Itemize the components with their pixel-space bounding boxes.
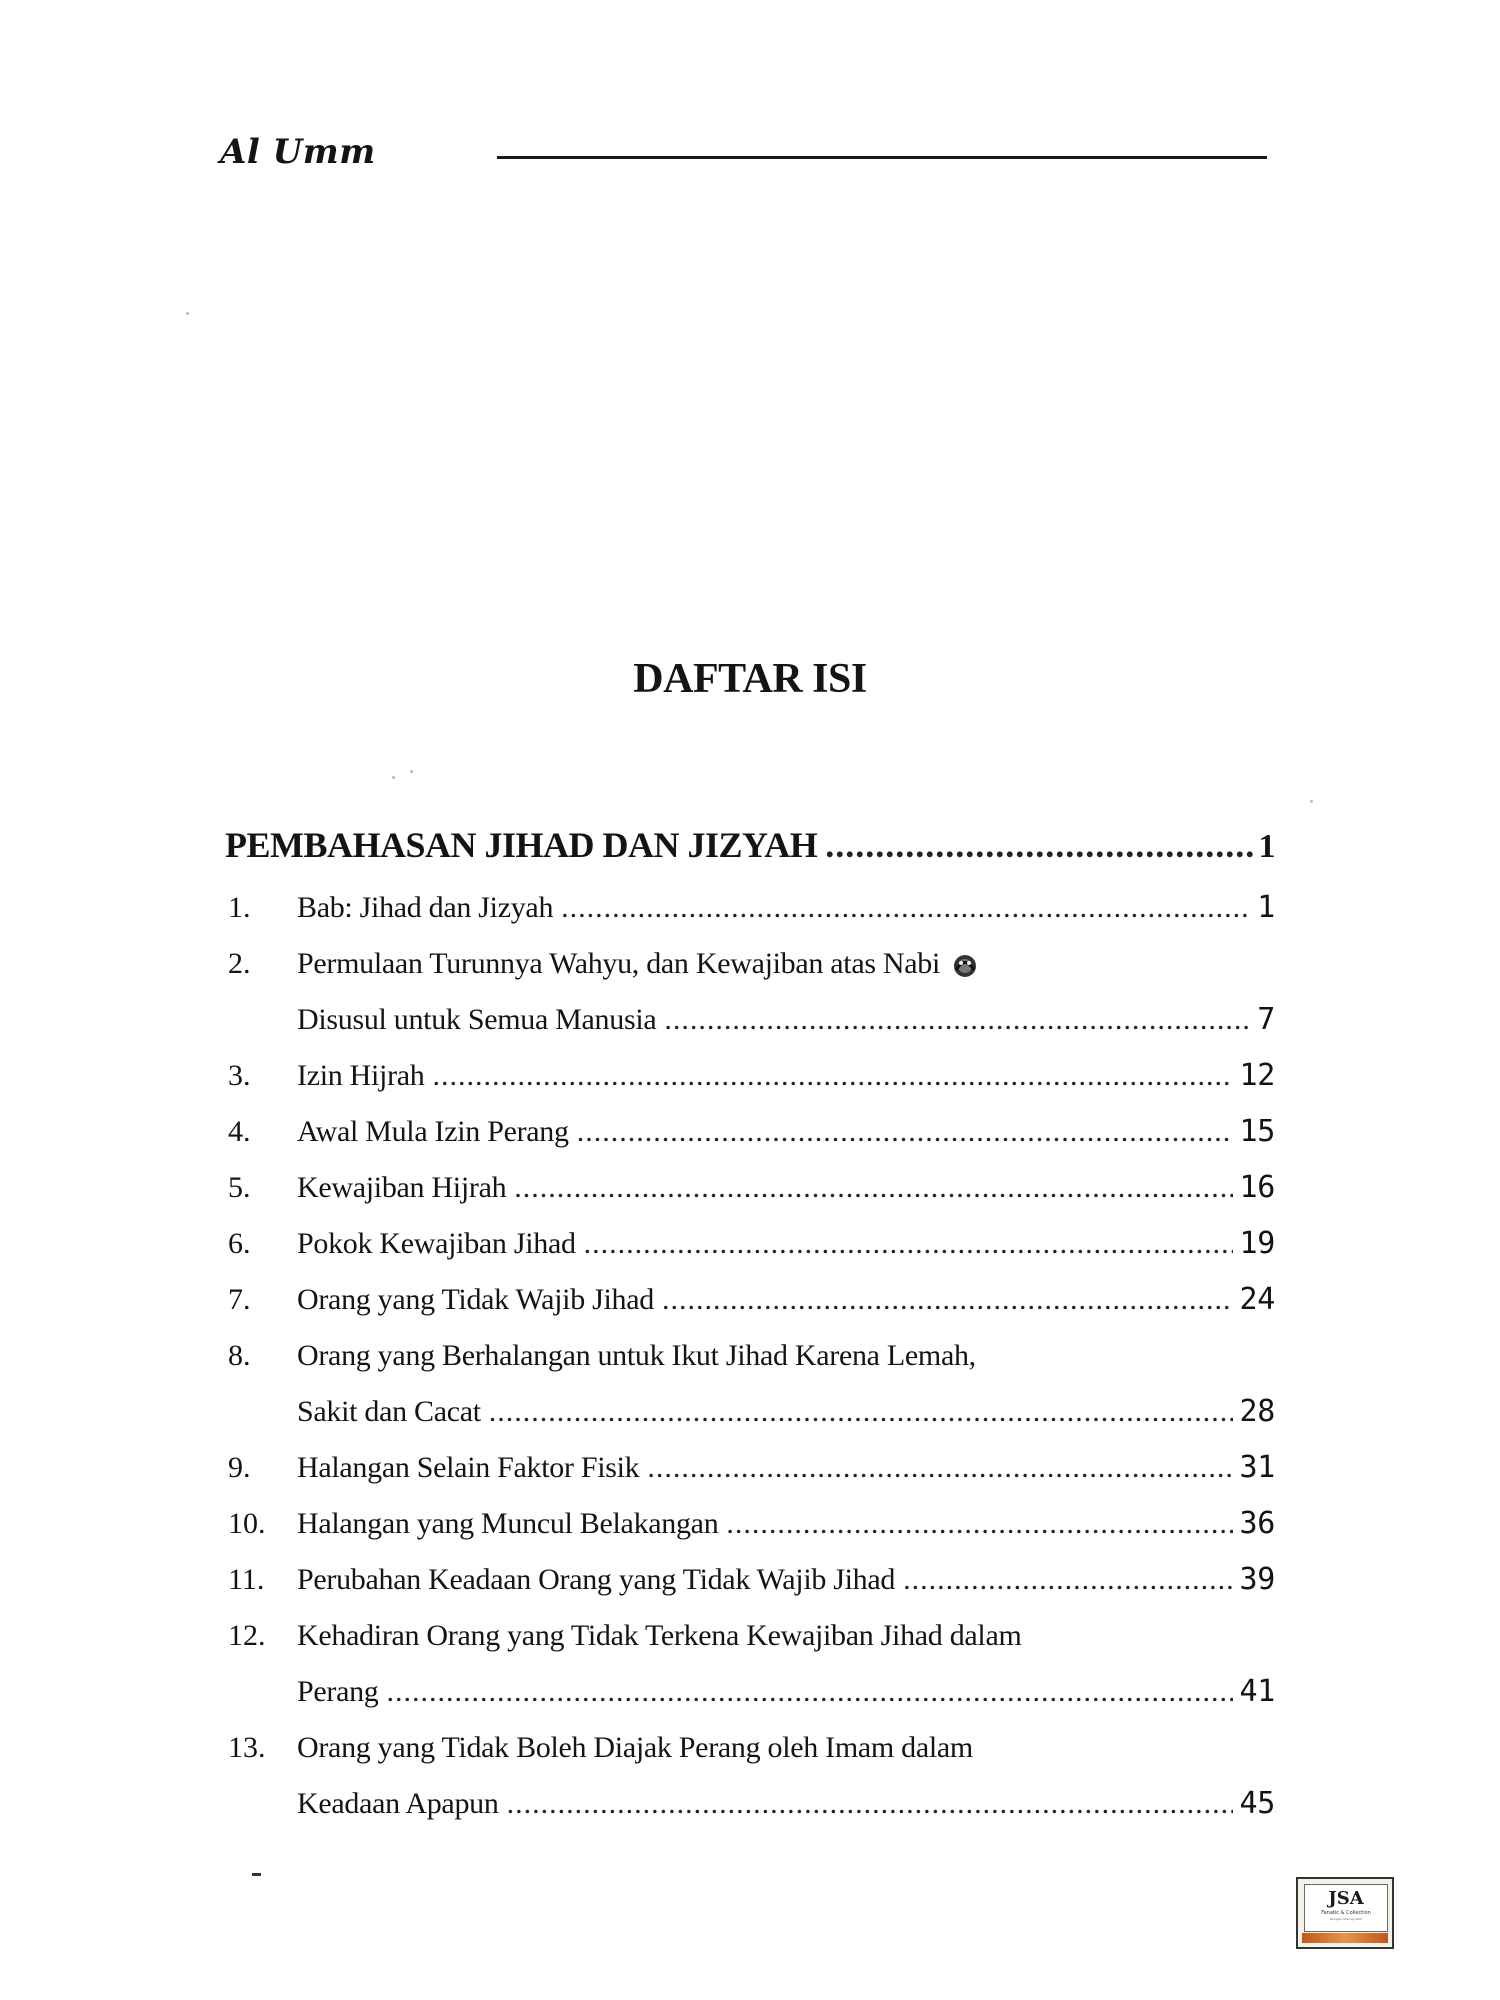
- entry-title: Keadaan Apapun: [297, 1787, 499, 1820]
- toc-section-label: PEMBAHASAN JIHAD DAN JIZYAH: [225, 825, 818, 865]
- toc-entry[interactable]: [297, 1273, 1275, 1317]
- dot-leader: [647, 1451, 1233, 1485]
- scan-mark: [252, 1873, 261, 1876]
- toc-section[interactable]: [225, 822, 1275, 866]
- entry-number: 10.: [228, 1507, 266, 1540]
- entry-number: 7.: [228, 1283, 251, 1316]
- dot-leader: [489, 1395, 1234, 1429]
- dot-leader: [662, 1283, 1234, 1317]
- entry-page: 28: [1239, 1394, 1275, 1429]
- entry-title: Disusul untuk Semua Manusia: [297, 1003, 657, 1036]
- toc-entry[interactable]: [297, 1217, 1275, 1261]
- entry-title: Halangan Selain Faktor Fisik: [297, 1451, 640, 1484]
- entry-title: Orang yang Tidak Wajib Jihad: [297, 1283, 654, 1316]
- toc-entry-line[interactable]: [297, 1329, 976, 1373]
- running-head: Al Umm: [220, 132, 376, 172]
- toc-entry[interactable]: [297, 1049, 1275, 1093]
- entry-title: Kehadiran Orang yang Tidak Terkena Kewajiban Jihad dalam: [297, 1619, 1022, 1652]
- toc-entry[interactable]: [297, 1441, 1275, 1485]
- badge-tagline: Jaringan Sharing Aktif: [1329, 1917, 1363, 1921]
- watermark-badge: [1296, 1877, 1394, 1949]
- entry-page: 1: [1257, 890, 1275, 925]
- scan-speck: [1310, 800, 1313, 803]
- toc-entry[interactable]: [297, 1497, 1275, 1541]
- entry-number: 12.: [228, 1619, 266, 1652]
- toc-entry[interactable]: [297, 881, 1275, 925]
- toc-entry[interactable]: [297, 993, 1275, 1037]
- entry-title: Perang: [297, 1675, 379, 1708]
- entry-number: 9.: [228, 1451, 251, 1484]
- badge-screen: [1304, 1884, 1388, 1932]
- dot-leader: [577, 1115, 1234, 1149]
- entry-number: 13.: [228, 1731, 266, 1764]
- entry-page: 15: [1239, 1114, 1275, 1149]
- dot-leader: [664, 1003, 1251, 1037]
- toc-entry-line[interactable]: [297, 937, 980, 981]
- toc-section-page: 1: [1258, 828, 1275, 865]
- entry-page: 19: [1239, 1226, 1275, 1261]
- toc-entry[interactable]: [297, 1777, 1275, 1821]
- badge-keyboard: [1302, 1933, 1388, 1943]
- entry-page: 36: [1239, 1506, 1275, 1541]
- entry-title: Halangan yang Muncul Belakangan: [297, 1507, 719, 1540]
- entry-title: Izin Hijrah: [297, 1059, 425, 1092]
- entry-title: Sakit dan Cacat: [297, 1395, 481, 1428]
- entry-number: 2.: [228, 947, 251, 980]
- dot-leader: [903, 1563, 1233, 1597]
- entry-page: 41: [1239, 1674, 1275, 1709]
- scan-speck: [392, 776, 395, 779]
- entry-page: 12: [1239, 1058, 1275, 1093]
- toc-entry[interactable]: [297, 1553, 1275, 1597]
- entry-number: 8.: [228, 1339, 251, 1372]
- entry-page: 7: [1257, 1002, 1275, 1037]
- entry-page: 39: [1239, 1562, 1275, 1597]
- entry-title: Awal Mula Izin Perang: [297, 1115, 569, 1148]
- toc-title: DAFTAR ISI: [633, 656, 867, 702]
- entry-number: 3.: [228, 1059, 251, 1092]
- entry-number: 5.: [228, 1171, 251, 1204]
- scan-speck: [410, 770, 413, 773]
- toc-entry[interactable]: [297, 1105, 1275, 1149]
- entry-title: Bab: Jihad dan Jizyah: [297, 891, 554, 924]
- badge-logo: JSA: [1328, 1888, 1364, 1909]
- dot-leader: [825, 824, 1252, 866]
- entry-number: 4.: [228, 1115, 251, 1148]
- toc-entry[interactable]: [297, 1385, 1275, 1429]
- entry-number: 6.: [228, 1227, 251, 1260]
- dot-leader: [514, 1171, 1233, 1205]
- entry-title: Pokok Kewajiban Jihad: [297, 1227, 576, 1260]
- dot-leader: [432, 1059, 1233, 1093]
- entry-number: 11.: [228, 1563, 265, 1596]
- entry-page: 24: [1239, 1282, 1275, 1317]
- entry-page: 45: [1239, 1786, 1275, 1821]
- entry-title: Kewajiban Hijrah: [297, 1171, 507, 1204]
- entry-title: Orang yang Berhalangan untuk Ikut Jihad Karena Lemah,: [297, 1339, 976, 1372]
- entry-page: 31: [1239, 1450, 1275, 1485]
- badge-subtitle: Fanatic & Collection: [1321, 1910, 1371, 1916]
- toc-entry[interactable]: [297, 1161, 1275, 1205]
- dot-leader: [507, 1787, 1234, 1821]
- entry-page: 16: [1239, 1170, 1275, 1205]
- entry-number: 1.: [228, 891, 251, 924]
- dot-leader: [726, 1507, 1233, 1541]
- toc-entry-line[interactable]: [297, 1721, 973, 1765]
- saw-ligature-icon: [950, 951, 980, 981]
- dot-leader: [561, 891, 1251, 925]
- dot-leader: [584, 1227, 1234, 1261]
- entry-title: Orang yang Tidak Boleh Diajak Perang oleh Imam dalam: [297, 1731, 973, 1764]
- dot-leader: [387, 1675, 1234, 1709]
- entry-title: Permulaan Turunnya Wahyu, dan Kewajiban atas Nabi: [297, 947, 941, 980]
- entry-title: Perubahan Keadaan Orang yang Tidak Wajib Jihad: [297, 1563, 896, 1596]
- toc-entry[interactable]: [297, 1665, 1275, 1709]
- toc-entry-line[interactable]: [297, 1609, 1022, 1653]
- scan-speck: [186, 312, 189, 315]
